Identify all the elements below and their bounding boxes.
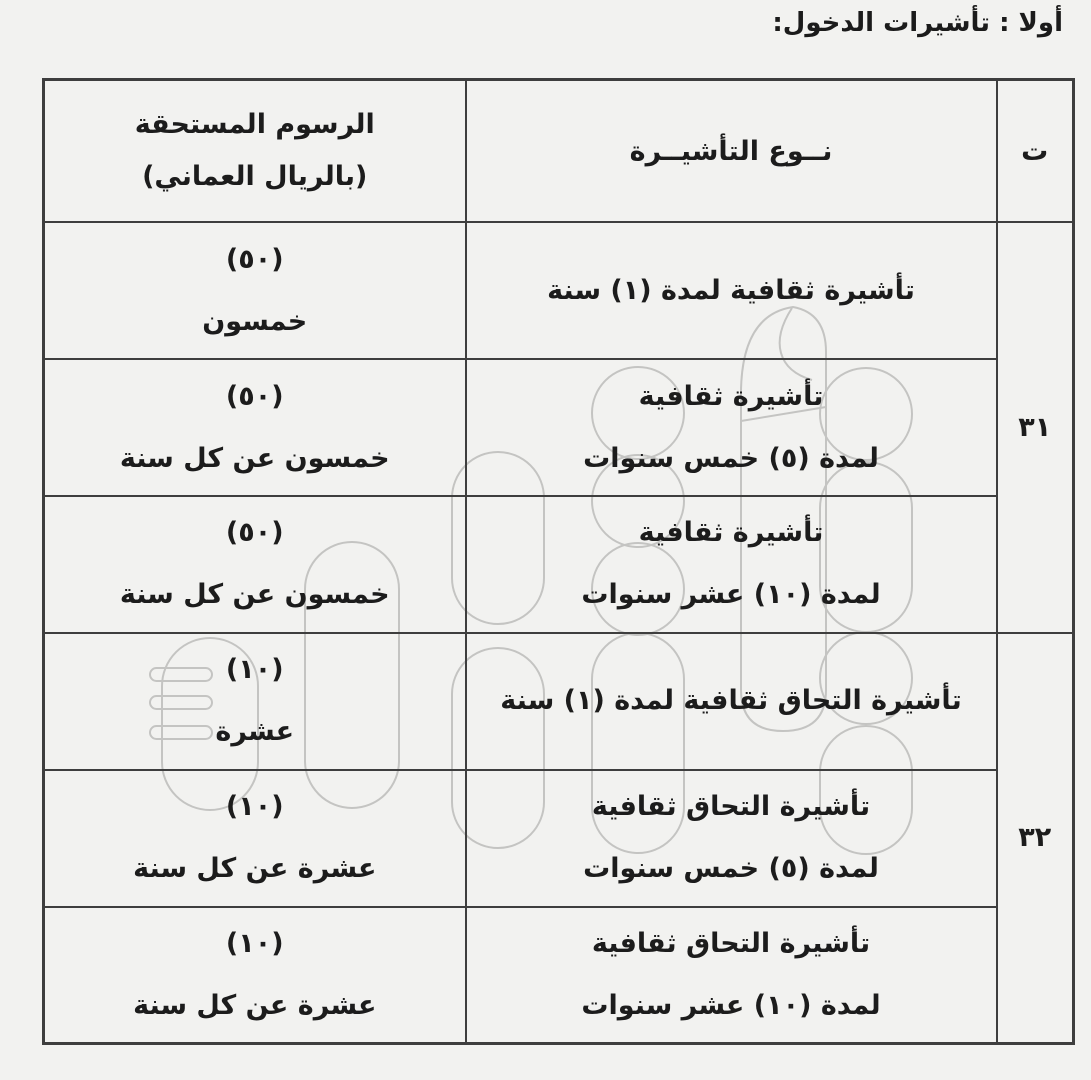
- header-fees-line1: الرسوم المستحقة: [134, 108, 375, 140]
- visa-fees-table: [42, 78, 1075, 1045]
- fee-line: خمسون عن كل سنة: [119, 442, 390, 474]
- visa-type-cell: [466, 770, 997, 907]
- header-fees-line2: (بالريال العماني): [142, 161, 368, 193]
- visa-type-cell: [466, 496, 997, 633]
- visa-type-line: تأشيرة التحاق ثقافية: [591, 791, 871, 823]
- fee-line: (٥٠): [225, 380, 284, 412]
- visa-type-line: لمدة (١٠) عشر سنوات: [581, 579, 881, 611]
- visa-type-line: تأشيرة التحاق ثقافية: [591, 927, 871, 959]
- fee-line: (١٠): [225, 927, 284, 959]
- fee-line: عشرة عن كل سنة: [133, 853, 377, 885]
- fee-cell: [44, 633, 466, 770]
- fee-cell: [44, 359, 466, 496]
- header-index: ت: [997, 80, 1074, 223]
- visa-type-line: تأشيرة التحاق ثقافية لمدة (١) سنة: [500, 685, 962, 717]
- fee-line: خمسون عن كل سنة: [119, 579, 390, 611]
- table-row: [44, 907, 1074, 1044]
- table-row: [44, 770, 1074, 907]
- table-row: [44, 359, 1074, 496]
- visa-type-line: لمدة (٥) خمس سنوات: [583, 442, 879, 474]
- fee-cell: [44, 496, 466, 633]
- fee-line: عشرة عن كل سنة: [133, 989, 377, 1021]
- index-cell: ٣١: [997, 222, 1074, 633]
- fee-cell: [44, 770, 466, 907]
- visa-type-cell: [466, 907, 997, 1044]
- fee-line: عشرة: [215, 716, 295, 748]
- visa-type-cell: [466, 222, 997, 359]
- fee-cell: [44, 907, 466, 1044]
- fee-line: (١٠): [225, 654, 284, 686]
- visa-type-cell: [466, 359, 997, 496]
- visa-fees-table-wrap: [42, 78, 1075, 1045]
- header-fees: [44, 80, 466, 223]
- visa-type-line: تأشيرة ثقافية: [638, 517, 824, 549]
- table-row: [44, 633, 1074, 770]
- fee-line: خمسون: [202, 305, 308, 337]
- table-row: [44, 222, 1074, 359]
- visa-type-line: تأشيرة ثقافية لمدة (١) سنة: [547, 274, 915, 306]
- fee-line: (٥٠): [225, 517, 284, 549]
- fee-line: (٥٠): [225, 243, 284, 275]
- fee-cell: [44, 222, 466, 359]
- visa-type-line: لمدة (٥) خمس سنوات: [583, 853, 879, 885]
- visa-type-line: تأشيرة ثقافية: [638, 380, 824, 412]
- visa-type-line: لمدة (١٠) عشر سنوات: [581, 989, 881, 1021]
- header-visa-type: نــوع التأشيــرة: [466, 80, 997, 223]
- index-cell: ٣٢: [997, 633, 1074, 1044]
- visa-type-cell: [466, 633, 997, 770]
- header-row: [44, 80, 1074, 223]
- table-row: [44, 496, 1074, 633]
- page-title: أولا : تأشيرات الدخول:: [772, 8, 1063, 38]
- fee-line: (١٠): [225, 791, 284, 823]
